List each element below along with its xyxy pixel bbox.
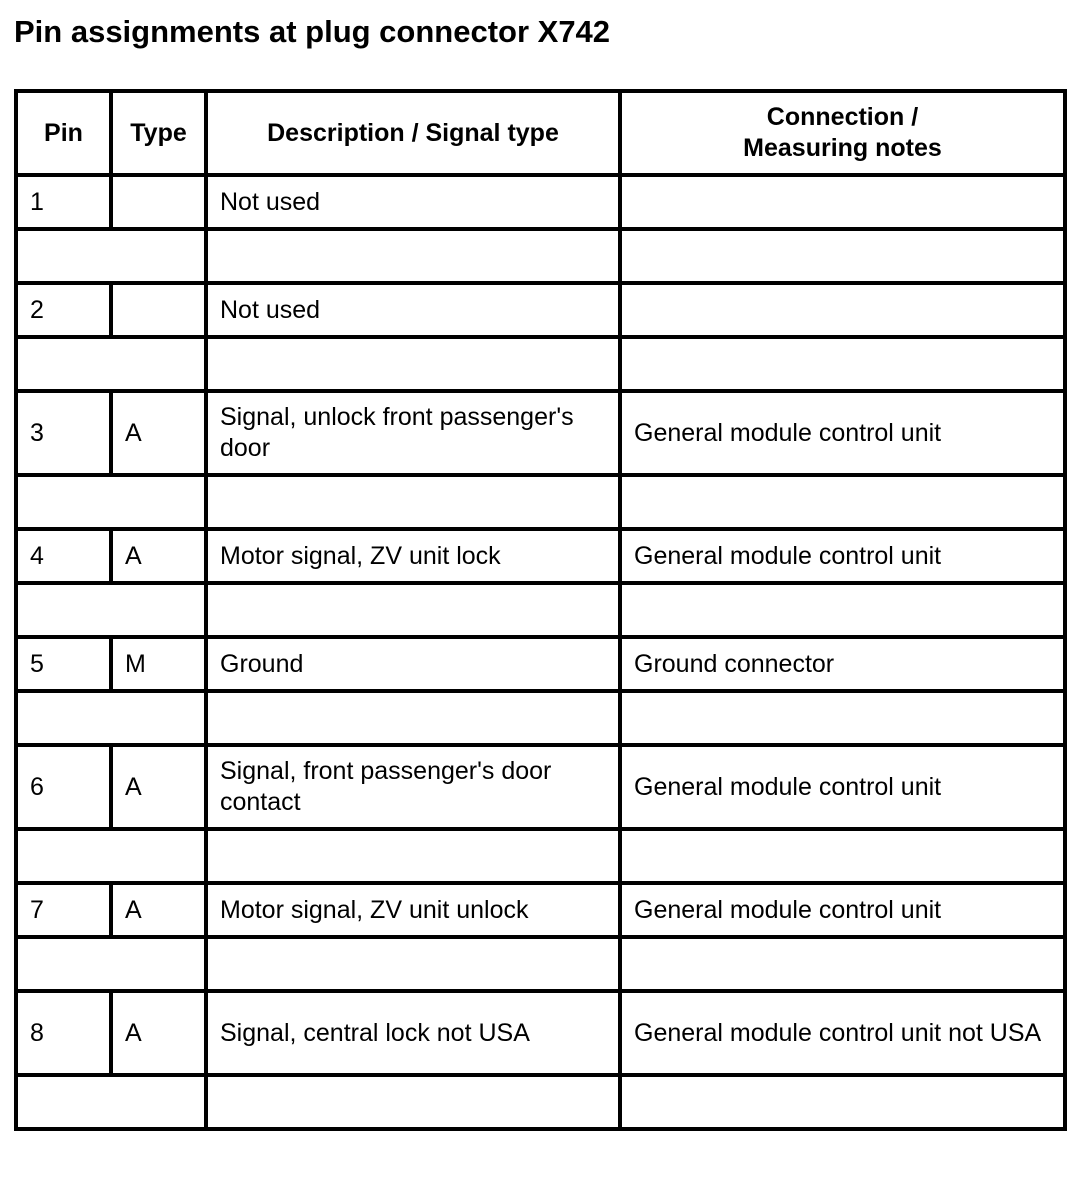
connection-cell: General module control unit xyxy=(620,391,1065,475)
description-cell: Signal, unlock front passenger's door xyxy=(206,391,620,475)
description-cell: Motor signal, ZV unit unlock xyxy=(206,883,620,937)
spacer-cell xyxy=(16,1075,206,1129)
connection-cell xyxy=(620,283,1065,337)
spacer-cell xyxy=(206,475,620,529)
spacer-row xyxy=(16,229,1065,283)
pin-cell: 6 xyxy=(16,745,111,829)
spacer-cell xyxy=(206,583,620,637)
spacer-cell xyxy=(16,583,206,637)
spacer-cell xyxy=(620,475,1065,529)
spacer-row xyxy=(16,829,1065,883)
spacer-cell xyxy=(16,475,206,529)
spacer-cell xyxy=(206,1075,620,1129)
table-row xyxy=(16,283,1065,337)
table-row xyxy=(16,883,1065,937)
spacer-cell xyxy=(206,937,620,991)
spacer-cell xyxy=(16,829,206,883)
description-cell: Signal, central lock not USA xyxy=(206,991,620,1075)
description-cell: Ground xyxy=(206,637,620,691)
description-cell: Not used xyxy=(206,283,620,337)
spacer-cell xyxy=(16,229,206,283)
spacer-cell xyxy=(620,937,1065,991)
type-cell: A xyxy=(111,391,206,475)
column-header-description: Description / Signal type xyxy=(206,91,620,175)
spacer-row xyxy=(16,337,1065,391)
spacer-cell xyxy=(16,937,206,991)
column-header-type: Type xyxy=(111,91,206,175)
spacer-cell xyxy=(620,691,1065,745)
table-row xyxy=(16,529,1065,583)
type-cell xyxy=(111,175,206,229)
pin-cell: 5 xyxy=(16,637,111,691)
spacer-row xyxy=(16,937,1065,991)
pin-cell: 4 xyxy=(16,529,111,583)
page-title: Pin assignments at plug connector X742 xyxy=(14,14,611,49)
column-header-connection xyxy=(620,91,1065,175)
connection-cell xyxy=(620,175,1065,229)
type-cell: A xyxy=(111,745,206,829)
pin-assignment-table xyxy=(14,89,1067,1131)
connection-cell: General module control unit not USA xyxy=(620,991,1065,1075)
spacer-row xyxy=(16,1075,1065,1129)
table-row xyxy=(16,745,1065,829)
spacer-row xyxy=(16,475,1065,529)
table-row xyxy=(16,991,1065,1075)
table-row xyxy=(16,175,1065,229)
spacer-cell xyxy=(620,583,1065,637)
spacer-cell xyxy=(206,691,620,745)
description-cell: Signal, front passenger's door contact xyxy=(206,745,620,829)
type-cell: A xyxy=(111,991,206,1075)
column-header-connection-line2: Measuring notes xyxy=(743,134,942,162)
spacer-cell xyxy=(620,229,1065,283)
connection-cell: General module control unit xyxy=(620,883,1065,937)
pin-cell: 8 xyxy=(16,991,111,1075)
spacer-cell xyxy=(620,829,1065,883)
pin-cell: 1 xyxy=(16,175,111,229)
spacer-row xyxy=(16,583,1065,637)
spacer-cell xyxy=(620,337,1065,391)
pin-cell: 2 xyxy=(16,283,111,337)
column-header-connection-line1: Connection / xyxy=(766,103,919,131)
column-header-pin: Pin xyxy=(16,91,111,175)
pin-cell: 3 xyxy=(16,391,111,475)
type-cell xyxy=(111,283,206,337)
spacer-cell xyxy=(206,337,620,391)
spacer-cell xyxy=(16,691,206,745)
spacer-cell xyxy=(206,829,620,883)
connection-cell: Ground connector xyxy=(620,637,1065,691)
spacer-row xyxy=(16,691,1065,745)
connection-cell: General module control unit xyxy=(620,745,1065,829)
table-row xyxy=(16,637,1065,691)
connection-cell: General module control unit xyxy=(620,529,1065,583)
spacer-cell xyxy=(620,1075,1065,1129)
type-cell: A xyxy=(111,529,206,583)
type-cell: M xyxy=(111,637,206,691)
table-header-row xyxy=(16,91,1065,175)
description-cell: Not used xyxy=(206,175,620,229)
table-row xyxy=(16,391,1065,475)
type-cell: A xyxy=(111,883,206,937)
pin-cell: 7 xyxy=(16,883,111,937)
spacer-cell xyxy=(16,337,206,391)
spacer-cell xyxy=(206,229,620,283)
description-cell: Motor signal, ZV unit lock xyxy=(206,529,620,583)
